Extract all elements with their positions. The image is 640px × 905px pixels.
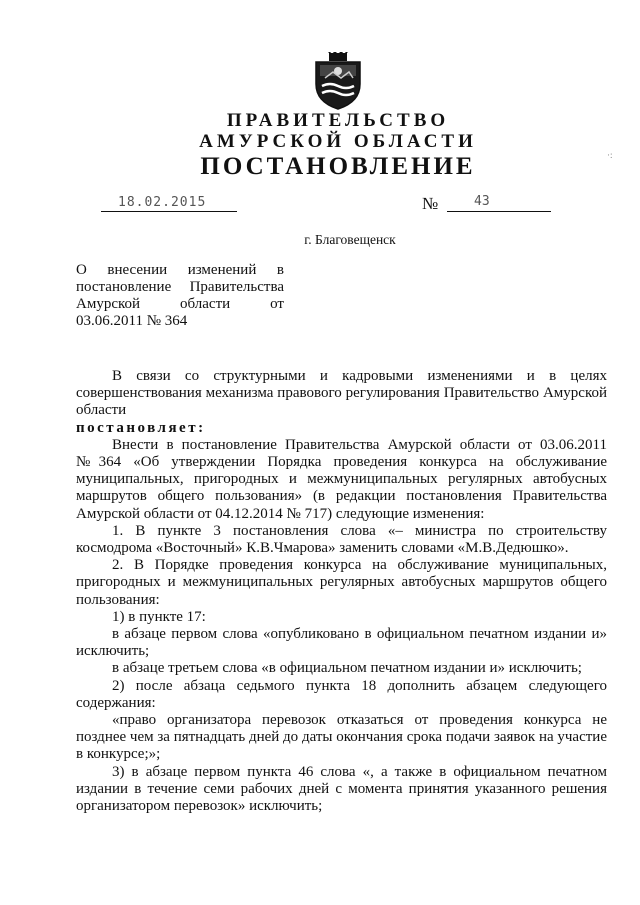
title-text: О внесении изменений в постановление Правительства Амурской области от [76, 262, 284, 312]
document-date: 18.02.2015 [118, 195, 207, 210]
document-title [76, 262, 284, 330]
paragraph-main: Внести в постановление Правительства Амурской области от 03.06.2011 №364 «Об утверждении Порядка проведения конкурса на обслуживание муниципальных, пригородных и межмуниципальных регулярных автобусных маршрутов общего пользования» (в редакции постановления Правительства Амурской области от 04.12.2014 № 717) следующие изменения: [76, 436, 607, 522]
coat-of-arms-icon [313, 52, 363, 110]
paragraph-sub-2-quote: «право организатора перевозок отказаться от проведения конкурса не позднее чем за пятнадцать дней до даты окончания срока подачи заявок на участие в конкурсе;»; [76, 712, 607, 763]
decree-word: постановляет: [76, 419, 206, 436]
number-underline [447, 211, 551, 212]
paragraph-sub-1b: в абзаце третьем слова «в официальном печатном издании и» исключить; [112, 660, 582, 677]
paragraph-sub-3: 3) в абзаце первом пункта 46 слова «, а также в официальном печатном издании в течение семи рабочих дней с момента принятия указанного решения организатором перевозок» исключить; [76, 763, 607, 815]
paragraph-sub-1a: в абзаце первом слова «опубликовано в официальном печатном издании и» исключить; [76, 626, 607, 660]
scan-mark: ·: [607, 150, 613, 160]
org-name-line2: АМУРСКОЙ ОБЛАСТИ [199, 131, 477, 152]
paragraph-item-1: 1. В пункте 3 постановления слова «– министра по строительству космодрома «Восточный» К.В.Чмарова» заменить словами «М.В.Дедюшко». [76, 522, 607, 557]
document-type: ПОСТАНОВЛЕНИЕ [200, 153, 476, 180]
number-sign: № [422, 194, 439, 213]
paragraph-sub-2: 2) после абзаца седьмого пункта 18 дополнить абзацем следующего содержания: [76, 677, 607, 711]
city: г. Благовещенск [304, 232, 396, 247]
paragraph-preamble: В связи со структурными и кадровыми изменениями и в целях совершенствования механизма правового регулирования Правительство Амурской области [76, 368, 607, 419]
paragraph-item-2: 2. В Порядке проведения конкурса на обслуживание муниципальных, пригородных и межмуниципальных регулярных автобусных маршрутов общего пользования: [76, 557, 607, 608]
org-name-line1: ПРАВИТЕЛЬСТВО [226, 110, 450, 131]
date-underline [101, 211, 237, 212]
title-last-line: 03.06.2011 № 364 [76, 313, 188, 329]
document-number: 43 [474, 194, 490, 209]
document-body [76, 368, 607, 815]
paragraph-sub-1: 1) в пункте 17: [112, 608, 206, 625]
